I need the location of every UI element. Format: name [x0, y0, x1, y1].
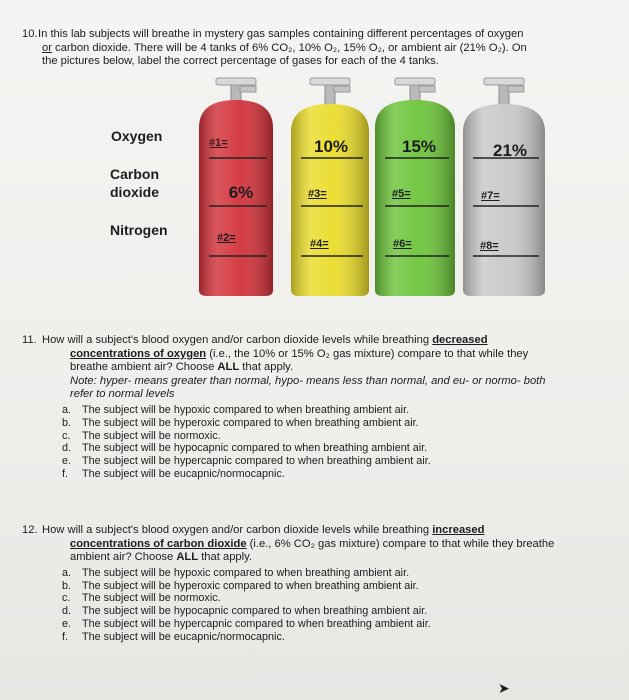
q12-text-2: (i.e., 6% CO₂ gas mixture) compare to that while they breathe [246, 537, 555, 550]
option-text: The subject will be hyperoxic compared to when breathing ambient air. [82, 416, 419, 429]
q11-option-a[interactable] [22, 404, 612, 417]
q11-line3 [22, 361, 612, 375]
tank3-nitrogen-blank: #6= [393, 238, 412, 250]
option-letter: e. [62, 455, 72, 468]
tank2-nitrogen-blank: #4= [310, 238, 329, 250]
question-11 [22, 334, 612, 481]
q11-decreased: decreased [432, 334, 488, 346]
q11-text-1: How will a subject's blood oxygen and/or carbon dioxide levels while breathing [42, 334, 433, 346]
tank2-oxygen-value: 10% [313, 137, 349, 156]
q11-conc-oxygen: concentrations of oxygen [70, 347, 207, 360]
tank4-oxygen-value: 21% [492, 141, 528, 160]
question-12 [22, 524, 612, 644]
q11-note-1: Note: hyper- means greater than normal, hypo- means less than normal, and eu- or normo- both [70, 374, 546, 387]
tank3-shading [375, 100, 455, 296]
q11-number: 11. [22, 334, 37, 346]
tank4-valve-outlet [508, 86, 524, 92]
option-text: The subject will be normoxic. [82, 592, 221, 605]
q10-text-2: carbon dioxide. There will be 4 tanks of 6% CO₂, 10% O₂, 15% O₂, or ambient air (21% O₂). On [51, 41, 527, 54]
option-text: The subject will be eucapnic/normocapnic. [82, 467, 285, 480]
tank1-co2-value: 6% [228, 183, 254, 202]
q11-text-3: breathe ambient air? Choose [70, 361, 218, 374]
tank3-valve-handle [395, 78, 435, 85]
q10-text-1: In this lab subjects will breathe in mystery gas samples containing different percentages of oxygen [38, 28, 524, 40]
option-letter: b. [62, 416, 72, 429]
q11-option-b[interactable] [22, 417, 612, 430]
tank2-co2-blank: #3= [308, 188, 327, 200]
option-text: The subject will be normoxic. [82, 429, 221, 442]
row-label-nitrogen: Nitrogen [110, 222, 168, 238]
q11-line1 [22, 334, 612, 348]
tank2-shading [291, 104, 369, 296]
q11-text-2: (i.e., the 10% or 15% O₂ gas mixture) compare to that while they [206, 347, 529, 360]
q10-line3: the pictures below, label the correct percentage of gases for each of the 4 tanks. [42, 55, 439, 68]
q12-number: 12. [22, 524, 38, 536]
option-text: The subject will be hypoxic compared to when breathing ambient air. [82, 403, 410, 416]
option-text: The subject will be hyperoxic compared to when breathing ambient air. [82, 579, 419, 592]
tank3-valve-outlet [419, 86, 435, 92]
q12-option-b[interactable] [22, 580, 612, 593]
tank1-oxygen-blank: #1= [209, 137, 228, 149]
q11-text-4: that apply. [239, 361, 294, 374]
q12-line3 [22, 551, 612, 565]
q12-conc-co2: concentrations of carbon dioxide [70, 537, 247, 550]
tank4-co2-blank: #7= [481, 190, 500, 202]
q11-option-c[interactable] [22, 430, 612, 443]
option-letter: d. [62, 605, 72, 618]
option-letter: d. [62, 442, 72, 455]
option-text: The subject will be hypoxic compared to when breathing ambient air. [82, 566, 410, 579]
tank3-oxygen-value: 15% [401, 137, 437, 156]
tank3-co2-blank: #5= [392, 188, 411, 200]
option-letter: c. [62, 429, 71, 442]
option-letter: a. [62, 403, 72, 416]
tank2-valve-outlet [334, 86, 350, 92]
q11-option-e[interactable] [22, 455, 612, 468]
option-letter: b. [62, 579, 72, 592]
tank1-nitrogen-blank: #2= [217, 232, 236, 244]
row-label-carbon: Carbon [110, 166, 159, 182]
tank1-valve-outlet [240, 86, 256, 92]
row-label-oxygen: Oxygen [111, 128, 163, 144]
q12-all: ALL [176, 551, 199, 564]
q12-option-a[interactable] [22, 567, 612, 580]
tank2-valve-handle [310, 78, 350, 85]
q12-line1 [22, 524, 612, 538]
option-text: The subject will be hypercapnic compared to when breathing ambient air. [82, 617, 431, 630]
q11-options [22, 404, 612, 481]
option-letter: a. [62, 566, 72, 579]
option-letter: f. [62, 467, 68, 480]
q12-text-1: How will a subject's blood oxygen and/or carbon dioxide levels while breathing [42, 524, 433, 536]
row-label-dioxide: dioxide [110, 184, 160, 200]
q12-option-d[interactable] [22, 605, 612, 618]
option-text: The subject will be eucapnic/normocapnic. [82, 630, 285, 643]
q12-option-e[interactable] [22, 618, 612, 631]
q12-increased: increased [432, 524, 485, 536]
q11-note-2: refer to normal levels [70, 388, 175, 401]
option-text: The subject will be hypercapnic compared to when breathing ambient air. [82, 455, 431, 468]
mouse-cursor-icon: ➤ [498, 680, 510, 696]
tank4-valve-handle [484, 78, 524, 85]
q12-option-f[interactable] [22, 631, 612, 644]
tank4-nitrogen-blank: #8= [480, 240, 499, 252]
q12-line2 [22, 538, 612, 552]
option-letter: f. [62, 630, 68, 643]
q12-text-4: that apply. [198, 551, 252, 564]
q12-text-3: ambient air? Choose [70, 551, 177, 564]
q10-number: 10. [22, 28, 38, 40]
option-text: The subject will be hypocapnic compared to when breathing ambient air. [82, 442, 428, 455]
q11-option-d[interactable] [22, 442, 612, 455]
option-letter: e. [62, 617, 72, 630]
option-text: The subject will be hypocapnic compared to when breathing ambient air. [82, 605, 428, 618]
q12-options [22, 567, 612, 644]
tank4-shading [463, 104, 545, 296]
q10-or: or [42, 41, 52, 54]
q11-all: ALL [217, 361, 240, 374]
tank1-valve-handle [216, 78, 256, 85]
q11-line2 [22, 348, 612, 362]
gas-tanks-diagram [0, 0, 629, 330]
q12-option-c[interactable] [22, 592, 612, 605]
option-letter: c. [62, 592, 71, 605]
q11-option-f[interactable] [22, 468, 612, 481]
